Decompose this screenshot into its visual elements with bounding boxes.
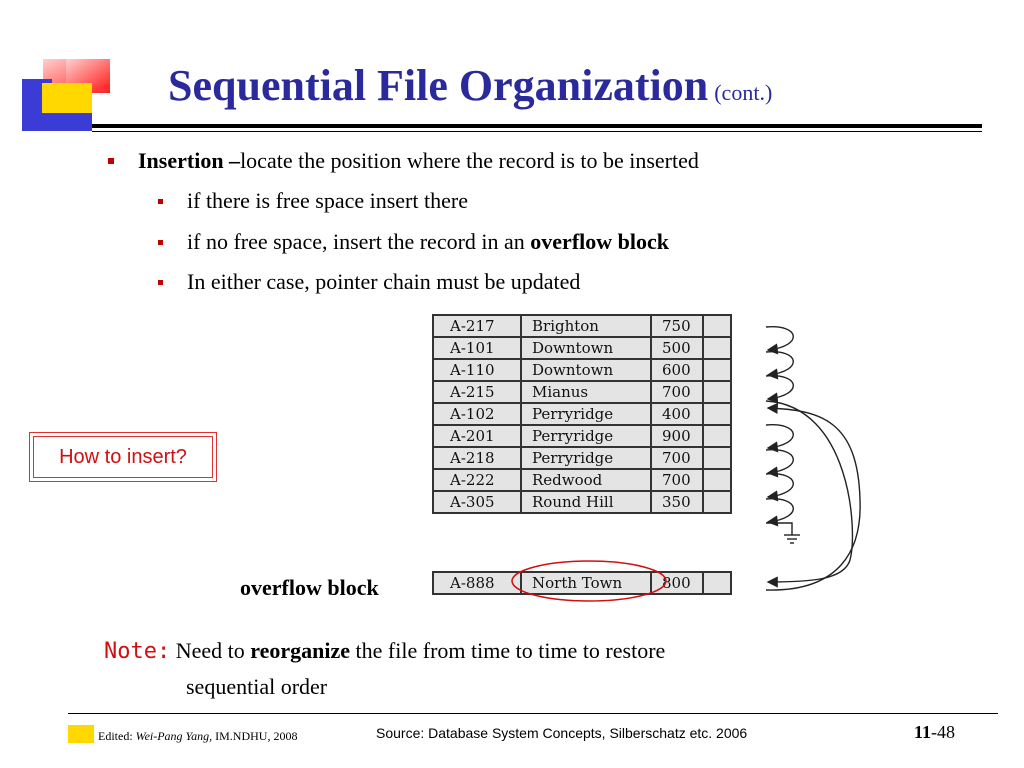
- table-row: [433, 315, 731, 337]
- bullet-free-space: [158, 190, 468, 212]
- account-number: A-215: [433, 381, 521, 403]
- table-row: [433, 447, 731, 469]
- branch-name: Perryridge: [521, 403, 651, 425]
- branch-name: Brighton: [521, 315, 651, 337]
- table-row: [433, 403, 731, 425]
- title-suffix: (cont.): [714, 80, 773, 105]
- sub2-text: if no free space, insert the record in an: [187, 229, 531, 254]
- balance: 500: [651, 337, 703, 359]
- branch-name: Mianus: [521, 381, 651, 403]
- insertion-term: Insertion –: [138, 148, 241, 173]
- author: Wei-Pang Yang,: [135, 729, 213, 743]
- footer-source: Source: Database System Concepts, Silberschatz etc. 2006: [376, 725, 748, 741]
- bullet-marker: [158, 240, 163, 245]
- pointer-arrow: [766, 499, 793, 522]
- footer-logo: [68, 725, 94, 743]
- balance: 900: [651, 425, 703, 447]
- account-number: A-305: [433, 491, 521, 513]
- account-number: A-101: [433, 337, 521, 359]
- edited-label: Edited:: [98, 729, 136, 743]
- overflow-branch: North Town: [521, 572, 651, 594]
- note-line-2: sequential order: [186, 674, 328, 699]
- title-main: Sequential File Organization: [168, 61, 709, 110]
- bullet-marker: [108, 158, 114, 164]
- sub2-bold: overflow block: [530, 229, 669, 254]
- overflow-block-label: overflow block: [240, 575, 379, 600]
- pointer-arrow: [766, 425, 793, 448]
- overflow-balance: 800: [651, 572, 703, 594]
- table-row: [433, 491, 731, 513]
- account-number: A-222: [433, 469, 521, 491]
- bullet-no-free-space: [158, 231, 669, 253]
- table-row: [433, 381, 731, 403]
- footer-rule: [68, 713, 998, 714]
- bullet-insertion: [108, 150, 699, 172]
- records-table: [432, 314, 732, 514]
- chapter-number: 11: [914, 722, 932, 742]
- pointer-arrow-to-overflow: [766, 401, 852, 582]
- note-text1: Need to: [170, 638, 251, 663]
- balance: 700: [651, 381, 703, 403]
- bullet-marker: [158, 199, 163, 204]
- logo-squares: [20, 55, 120, 135]
- balance: 700: [651, 447, 703, 469]
- branch-name: Redwood: [521, 469, 651, 491]
- note-key: Note:: [104, 639, 171, 664]
- pointer-chain-diagram: [700, 310, 870, 610]
- table-row: [433, 425, 731, 447]
- balance: 400: [651, 403, 703, 425]
- sub3-text: In either case, pointer chain must be updated: [187, 269, 581, 294]
- branch-name: Perryridge: [521, 447, 651, 469]
- account-number: A-110: [433, 359, 521, 381]
- pointer-arrow: [766, 450, 793, 473]
- note-text2: the file from time to time to restore: [350, 638, 666, 663]
- pointer-arrow: [766, 376, 793, 399]
- org: IM.NDHU, 2008: [212, 729, 298, 743]
- balance: 600: [651, 359, 703, 381]
- null-pointer: [766, 523, 792, 535]
- pointer-arrow: [766, 474, 793, 497]
- account-number: A-201: [433, 425, 521, 447]
- account-number: A-217: [433, 315, 521, 337]
- sub1-text: if there is free space insert there: [187, 188, 468, 213]
- how-to-insert-callout: How to insert?: [33, 436, 213, 478]
- balance: 350: [651, 491, 703, 513]
- bullet-pointer-chain: [158, 271, 580, 293]
- pointer-arrow: [766, 352, 793, 375]
- balance: 750: [651, 315, 703, 337]
- title-rule-thick: [92, 124, 982, 128]
- account-number: A-102: [433, 403, 521, 425]
- table-row: [433, 337, 731, 359]
- note-line: [104, 638, 665, 664]
- insertion-text: locate the position where the record is to be inserted: [240, 148, 699, 173]
- pointer-arrow: [766, 327, 793, 350]
- page-suffix: -48: [931, 722, 956, 742]
- branch-name: Round Hill: [521, 491, 651, 513]
- page-number: [914, 722, 955, 743]
- overflow-account: A-888: [433, 572, 521, 594]
- footer-edited: [98, 729, 297, 744]
- table-row: [433, 359, 731, 381]
- branch-name: Downtown: [521, 337, 651, 359]
- branch-name: Downtown: [521, 359, 651, 381]
- table-row: [433, 469, 731, 491]
- page-title: [168, 61, 773, 110]
- account-number: A-218: [433, 447, 521, 469]
- highlight-ellipse: [508, 558, 670, 604]
- balance: 700: [651, 469, 703, 491]
- title-rule-thin: [92, 131, 982, 132]
- bullet-marker: [158, 280, 163, 285]
- branch-name: Perryridge: [521, 425, 651, 447]
- note-bold: reorganize: [250, 638, 351, 663]
